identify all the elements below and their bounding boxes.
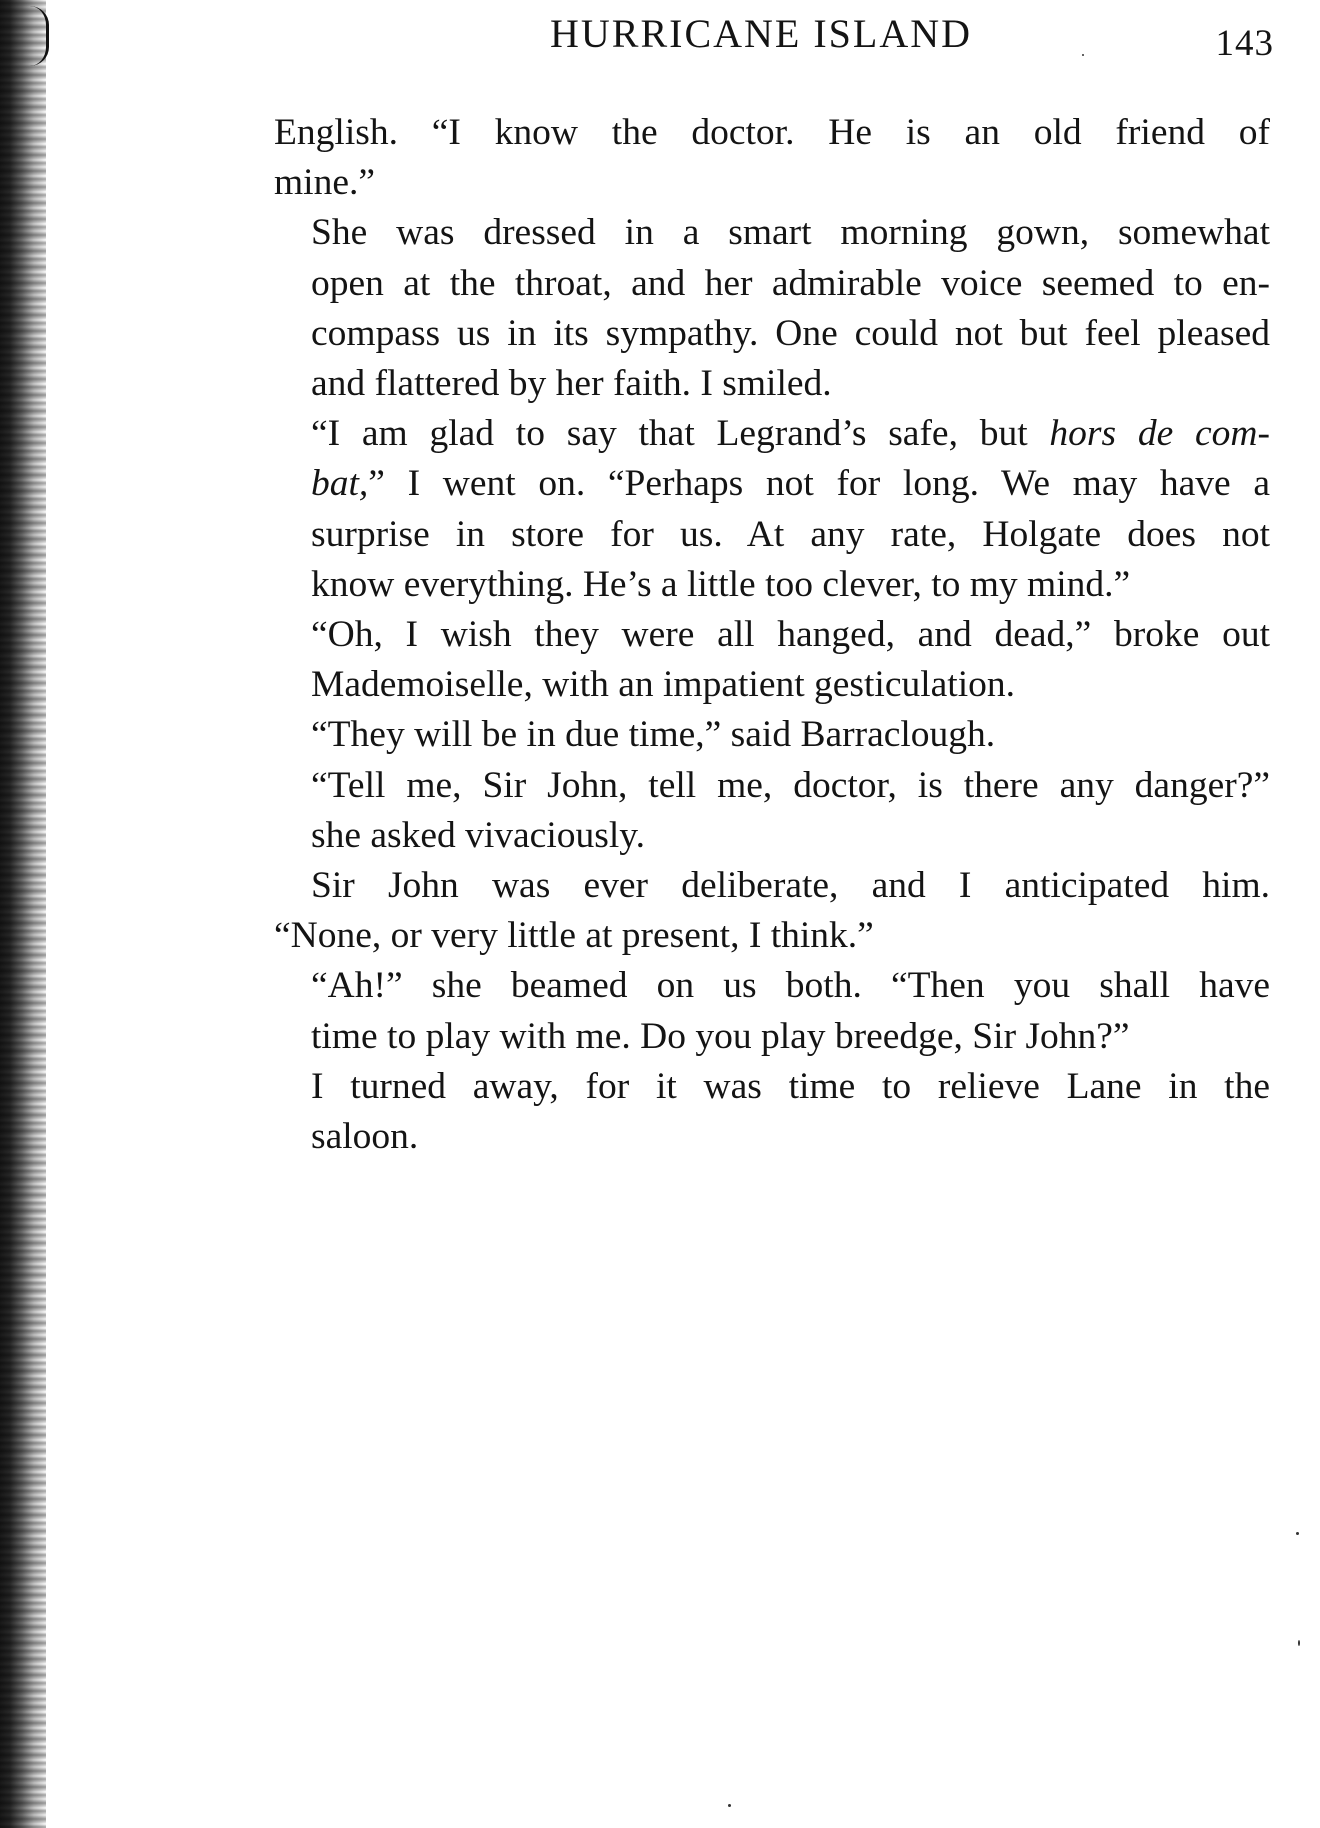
binding-notch [30,6,49,66]
text-line: “Oh, I wish they were all hanged, and dead,” broke out [311,614,1270,656]
text-line: and flattered by her faith. I smiled. [311,363,832,405]
page-number: 143 [1215,23,1274,64]
paragraph-2 [274,208,1270,409]
text-run: ” I went on. “Perhaps not for long. We may have a [368,463,1270,505]
text-line [274,409,1270,459]
text-line: Sir John was ever deliberate, and I anticipated him. [311,865,1270,907]
text-line: “Ah!” she beamed on us both. “Then you shall have [311,965,1270,1007]
italic-phrase: hors de com- [1049,413,1271,455]
scan-speck [1082,54,1084,56]
paragraph-7 [274,861,1270,911]
text-line: surprise in store for us. At any rate, Holgate does not [311,513,1270,555]
text-line: time to play with me. Do you play breedge, Sir John?” [311,1015,1130,1057]
scan-speck [1298,1640,1300,1646]
paragraph-10 [274,1062,1270,1162]
scan-speck [728,1804,731,1807]
text-line: compass us in its sympathy. One could not but feel pleased [311,312,1270,354]
paragraph-3 [274,409,1270,610]
text-line: I turned away, for it was time to relieve Lane in the [311,1065,1270,1107]
running-title: HURRICANE ISLAND [550,11,972,56]
paragraph-6 [274,761,1270,861]
paragraph-4 [274,610,1270,710]
paragraph-8 [274,911,1270,961]
text-line: “None, or very little at present, I think.” [274,915,874,957]
paragraph-1 [274,108,1270,208]
paragraph-9 [274,961,1270,1061]
scan-speck [1296,1532,1299,1535]
text-line: saloon. [311,1116,419,1158]
text-line: open at the throat, and her admirable voice seemed to en- [311,262,1270,304]
text-line: know everything. He’s a little too clever, to my mind.” [311,563,1131,605]
text-run: “I am glad to say that Legrand’s safe, but [311,413,1050,455]
text-line: she asked vivaciously. [311,814,645,856]
text-line: Mademoiselle, with an impatient gesticulation. [311,664,1016,706]
body-text [274,108,1270,1162]
text-line: English. “I know the doctor. He is an old friend of [274,112,1270,153]
paragraph-5 [274,710,1270,760]
text-line [274,459,1270,509]
italic-phrase: bat, [311,463,369,505]
scanned-binding-edge [0,0,46,1828]
running-head [274,10,1274,64]
text-line: She was dressed in a smart morning gown, somewhat [311,212,1270,254]
text-line: “Tell me, Sir John, tell me, doctor, is there any danger?” [311,764,1270,806]
text-line: mine.” [274,162,376,204]
text-line: “They will be in due time,” said Barraclough. [311,714,996,756]
